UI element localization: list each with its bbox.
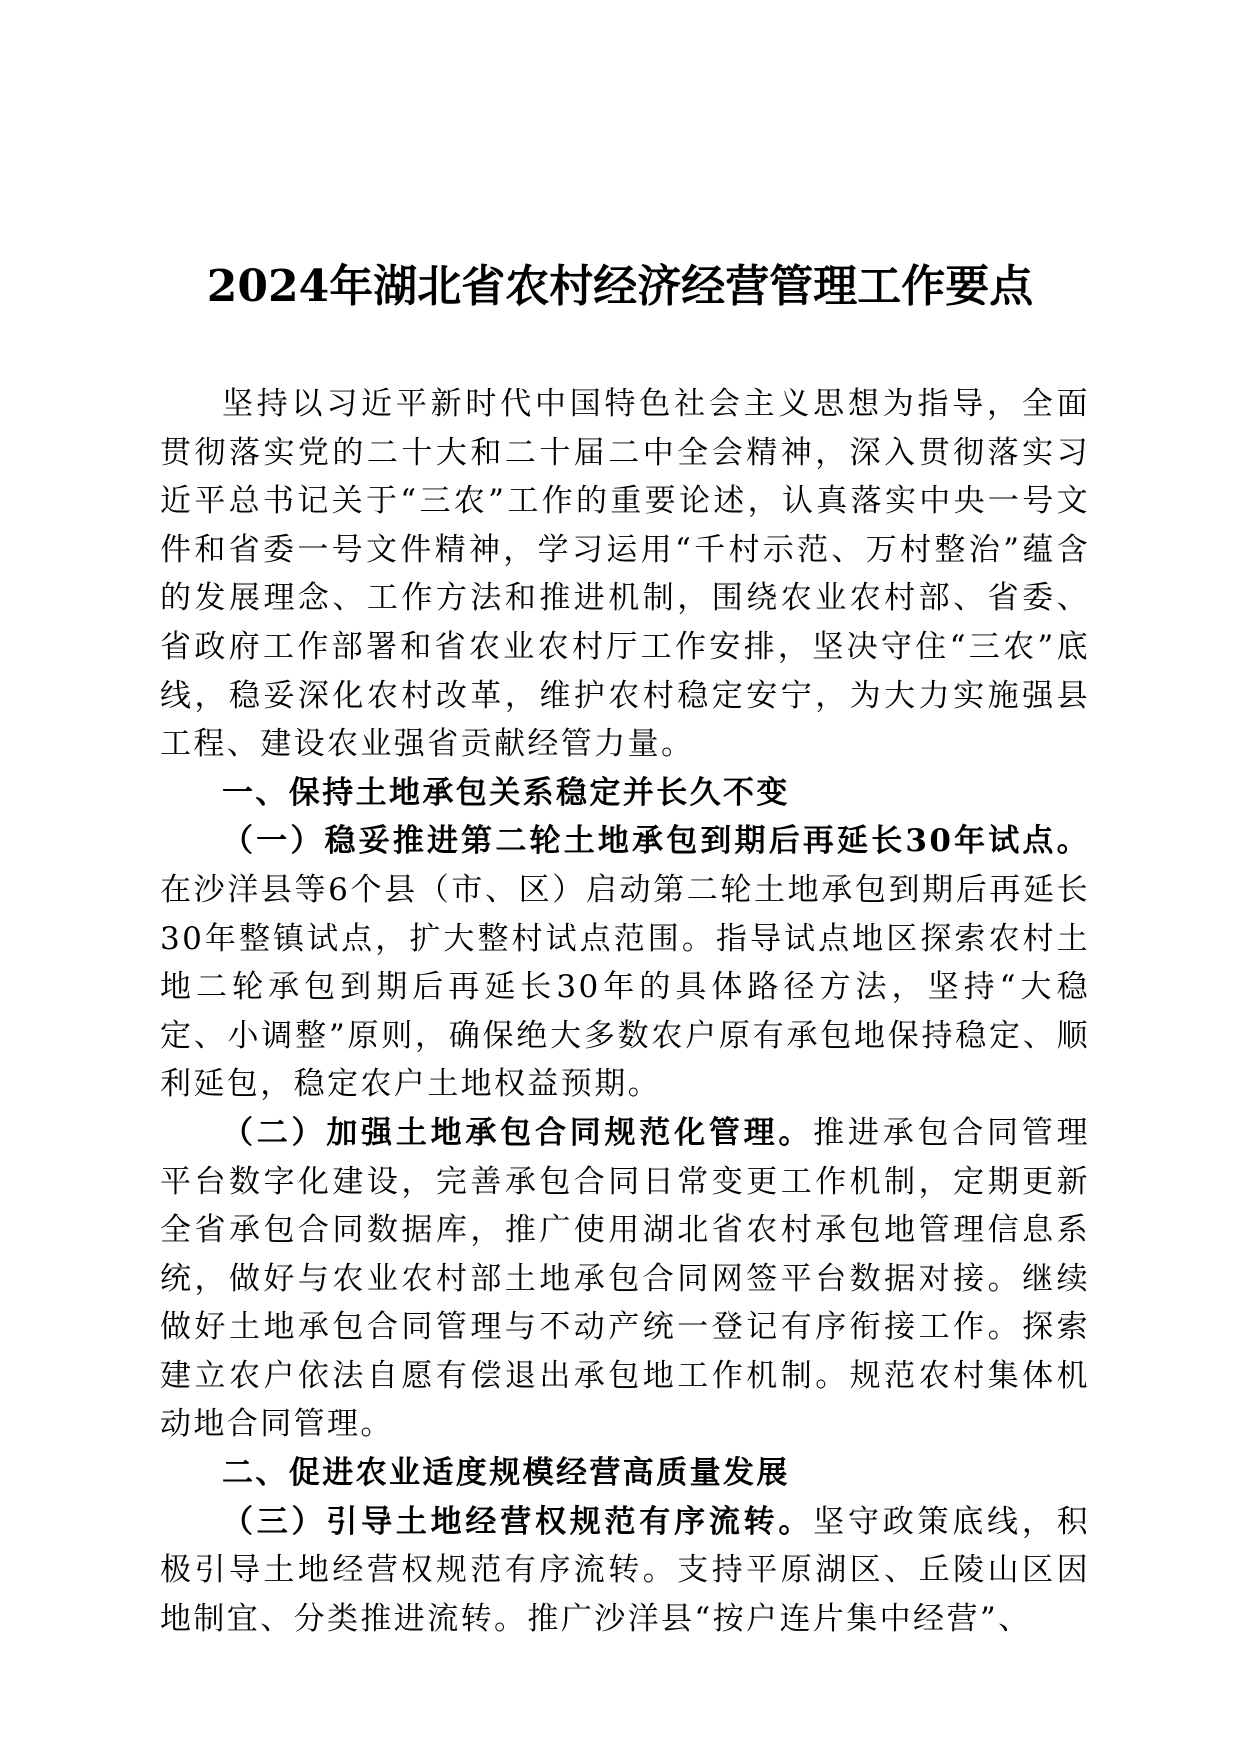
item-3-paragraph	[160, 1498, 1090, 1644]
item-1-paragraph	[160, 817, 1090, 1109]
item-2-text: 推进承包合同管理平台数字化建设，完善承包合同日常变更工作机制，定期更新全省承包合同数据库，推广使用湖北省农村承包地管理信息系统，做好与农业农村部土地承包合同网签平台数据对接。继续做好土地承包合同管理与不动产统一登记有序衔接工作。探索建立农户依法自愿有偿退出承包地工作机制。规范农村集体机动地合同管理。	[160, 1114, 1090, 1443]
item-2-paragraph	[160, 1109, 1090, 1449]
item-3-title: （三）引导土地经营权规范有序流转。	[222, 1503, 814, 1540]
section-2-heading: 二、促进农业适度规模经营高质量发展	[222, 1455, 790, 1492]
document-body	[160, 380, 1090, 1643]
item-2-title: （二）加强土地承包合同规范化管理。	[222, 1114, 814, 1151]
item-1-text: 在沙洋县等6个县（市、区）启动第二轮土地承包到期后再延长30年整镇试点，扩大整村试点范围。指导试点地区探索农村土地二轮承包到期后再延长30年的具体路径方法，坚持“大稳定、小调整”原则，确保绝大多数农户原有承包地保持稳定、顺利延包，稳定农户土地权益预期。	[160, 871, 1090, 1103]
item-3-text: 坚守政策底线，积极引导土地经营权规范有序流转。支持平原湖区、丘陵山区因地制宜、分类推进流转。推广沙洋县“按户连片集中经营”、	[160, 1503, 1090, 1637]
document-title: 2024年湖北省农村经济经营管理工作要点	[206, 261, 1034, 312]
item-1-title: （一）稳妥推进第二轮土地承包到期后再延长30年试点。	[222, 823, 1090, 860]
section-1-heading: 一、保持土地承包关系稳定并长久不变	[222, 774, 790, 811]
intro-paragraph: 坚持以习近平新时代中国特色社会主义思想为指导，全面贯彻落实党的二十大和二十届二中全会精神，深入贯彻落实习近平总书记关于“三农”工作的重要论述，认真落实中央一号文件和省委一号文件精神，学习运用“千村示范、万村整治”蕴含的发展理念、工作方法和推进机制，围绕农业农村部、省委、省政府工作部署和省农业农村厅工作安排，坚决守住“三农”底线，稳妥深化农村改革，维护农村稳定安宁，为大力实施强县工程、建设农业强省贡献经管力量。	[160, 386, 1090, 763]
